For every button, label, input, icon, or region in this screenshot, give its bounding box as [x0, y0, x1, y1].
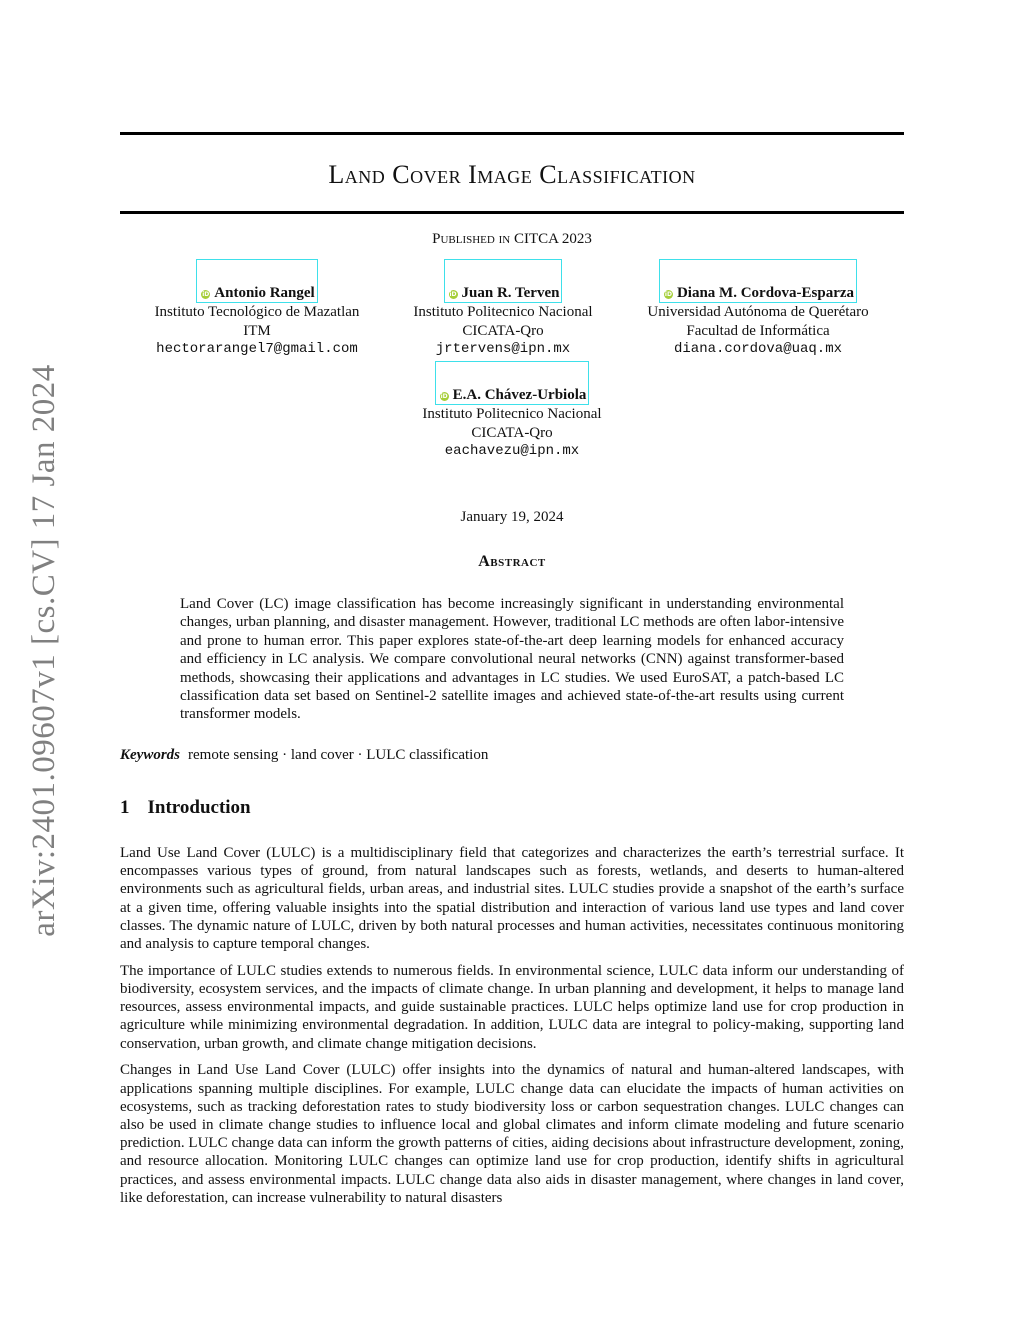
arxiv-sidebar-stamp — [22, 360, 66, 940]
paragraph: The importance of LULC studies extends to numerous fields. In environmental science, LULC data inform our understanding of biodiversity, ecosystem services, and the impacts of climate change. In urban planning and development, it helps to manage land resources, assess environmental impacts, and guide sustainable practices. LULC helps optimize land use for crop production in agriculture while minimizing environmental degradation. In addition, LULC data are integral to policy-making, supporting land conservation, urban growth, and climate change mitigation decisions. — [120, 962, 904, 1052]
author-block — [120, 259, 394, 359]
author-block — [394, 259, 612, 359]
author-name: E.A. Chávez-Urbiola — [452, 387, 587, 403]
author-block — [392, 361, 632, 461]
author-email[interactable]: diana.cordova@uaq.mx — [673, 341, 843, 357]
author-name: Juan R. Terven — [461, 285, 560, 301]
orcid-icon[interactable]: iD — [202, 291, 210, 298]
paragraph: Land Use Land Cover (LULC) is a multidisciplinary field that categorizes and characterizes the earth’s terrestrial surface. It encompasses various types of ground, from natural landscapes such as forests, wetlands, and deserts to human-altered environments such as agricultural fields, urban areas, and industrial sites. LULC studies provide a snapshot of the earth’s surface at a given time, offering valuable insights into the spatial distribution and interaction of various land use types and land cover classes. The dynamic nature of LULC, driven by both natural processes and human activities, necessitates continuous monitoring and analysis to capture temporal changes. — [120, 845, 904, 953]
author-email[interactable]: hectorarangel7@gmail.com — [156, 341, 358, 357]
author-name-link[interactable] — [659, 259, 857, 303]
author-name-link[interactable] — [444, 259, 563, 303]
author-name-link[interactable] — [435, 361, 590, 405]
orcid-icon[interactable]: iD — [664, 291, 672, 298]
author-email[interactable]: jrtervens@ipn.mx — [435, 341, 571, 357]
author-unit: Facultad de Informática — [686, 322, 830, 339]
author-name: Antonio Rangel — [214, 285, 315, 301]
top-rule — [120, 132, 904, 135]
section-heading — [120, 797, 251, 819]
section-number: 1 — [120, 797, 130, 818]
keywords-line — [120, 747, 488, 764]
published-venue: Published in CITCA 2023 — [432, 231, 592, 247]
author-affiliation: Instituto Politecnico Nacional — [413, 304, 593, 320]
publication-date: January 19, 2024 — [460, 509, 564, 525]
orcid-icon[interactable]: iD — [449, 291, 457, 298]
author-unit: CICATA-Qro — [462, 322, 544, 339]
orcid-icon[interactable]: iD — [440, 393, 448, 400]
author-unit: ITM — [243, 322, 271, 339]
author-name-link[interactable] — [196, 259, 317, 303]
introduction-body — [120, 844, 904, 1216]
keywords-label: Keywords — [120, 747, 180, 763]
section-title: Introduction — [147, 797, 251, 818]
author-affiliation: Universidad Autónoma de Querétaro — [647, 304, 869, 320]
author-block — [626, 259, 890, 359]
abstract-text: Land Cover (LC) image classification has become increasingly significant in understanding environmental changes, urban planning, and disaster management. However, traditional LC methods are often labor-intensive and prone to human error. This paper explores state-of-the-art deep learning models for enhanced accuracy and efficiency in LC analysis. We compare convolutional neural networks (CNN) against transformer-based methods, showcasing their applications and advantages in LC studies. We used EuroSAT, a patch-based LC classification data set based on Sentinel-2 satellite images and achieved state-of-the-art results using current transformer models. — [180, 596, 844, 723]
paper-title: Land Cover Image Classification — [328, 160, 696, 189]
abstract-heading: Abstract — [478, 553, 546, 570]
author-email[interactable]: eachavezu@ipn.mx — [444, 443, 580, 459]
author-unit: CICATA-Qro — [471, 424, 553, 441]
keywords-list: remote sensing · land cover · LULC classification — [188, 747, 489, 763]
author-name: Diana M. Cordova-Esparza — [676, 285, 855, 301]
author-affiliation: Instituto Politecnico Nacional — [422, 406, 602, 422]
title-bottom-rule — [120, 211, 904, 214]
paragraph: Changes in Land Use Land Cover (LULC) offer insights into the dynamics of natural and human-altered landscapes, with applications spanning multiple disciplines. For example, LULC change data can elucidate the impacts of human activities on ecosystems, such as tracking deforestation rates to study biodiversity loss or carbon sequestration changes. LULC changes can also be used in climate change studies to influence local and global climates and inform climate modeling and future scenario prediction. LULC change data can inform the growth patterns of cities, aiding decisions about infrastructure development, zoning, and resource allocation. Monitoring LULC changes can optimize land use for crop production, identify shifts in agricultural practices, and assess environmental impacts. LULC change data also aids in disaster management, where changes in land cover, like deforestation, can increase vulnerability to natural disasters — [120, 1062, 904, 1206]
arxiv-id: arXiv:2401.09607v1 [cs.CV] 17 Jan 2024 — [25, 363, 62, 937]
author-affiliation: Instituto Tecnológico de Mazatlan — [154, 304, 360, 320]
